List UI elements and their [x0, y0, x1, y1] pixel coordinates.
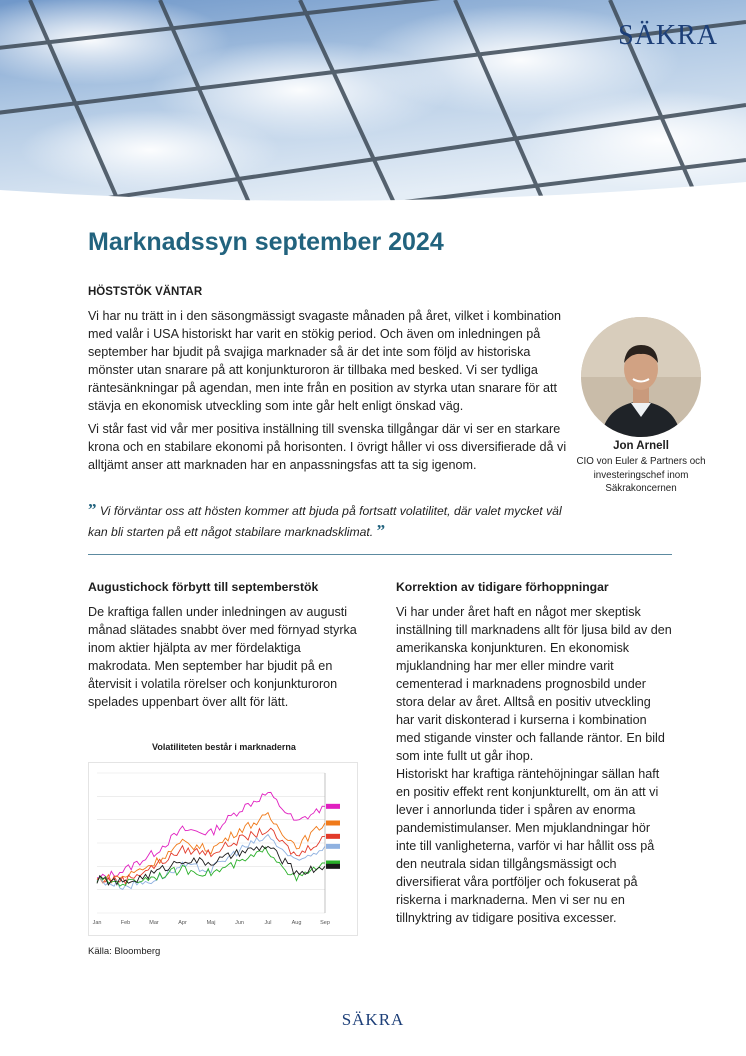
- chart-series-end-marker: [326, 804, 340, 809]
- brand-logo: SÄKRA: [618, 20, 718, 51]
- right-column-paragraph-1: Vi har under året haft en något mer skeptisk inställning till marknadens allt för ljusa bild av den amerikanska konjunkturen. En ekonomisk mjuklandning har mer eller mindre varit cementerad i marknadens prognosbild under stora delar av året. Alltså en positiv utveckling har varit diskonterad i kurserna i kombination med stigande vinster och fallande räntor. En bild som inte fullt ut går ihop.: [396, 605, 672, 763]
- chart-x-tick-label: Sep: [320, 920, 330, 926]
- chart-series-end-marker: [326, 864, 340, 869]
- author-name: Jon Arnell: [613, 440, 669, 452]
- chart-x-tick-label: Jan: [92, 920, 102, 926]
- right-column-heading: Korrektion av tidigare förhoppningar: [396, 580, 609, 594]
- volatility-line-chart: [89, 763, 357, 935]
- chart-title: Volatiliteten består i marknaderna: [152, 742, 296, 752]
- chart-x-tick-label: Jun: [235, 920, 244, 926]
- chart-x-tick-label: Feb: [120, 920, 131, 926]
- intro-paragraph-1: Vi har nu trätt in i den säsongmässigt svagaste månaden på året, vilket i kombination med valår i USA historiskt har varit en stökig period. Och även om inledningen på september har bjudit på svajiga marknader så är det inte som följd av historiska mönster utan snarare på att konjunkturoron är tillbaka med besked. Vi ser tydliga räntesänkningar på agendan, men inte från en position av styrka utan snarare för att stävja en ekonomisk utveckling som inte går helt enligt önskad väg.: [88, 309, 561, 413]
- chart-x-tick-label: Apr: [178, 920, 187, 926]
- chart-series-end-marker: [326, 834, 340, 839]
- quote-text: Vi förväntar oss att hösten kommer att bjuda på fortsatt volatilitet, där valet mycket väl kan bli starten på ett något stabilare marknadsklimat.: [88, 504, 562, 539]
- chart-series-end-marker: [326, 844, 340, 849]
- left-column-text: De kraftiga fallen under inledningen av augusti månad slätades snabbt över med förnyad styrka inom aktier hjälpta av mer fördelaktiga makrodata. Men september har bjudit på en återvisit i volatila rörelser och konjunkturoron spelades uppenbart över allt för lätt.: [88, 605, 357, 709]
- intro-paragraph-2: Vi står fast vid vår mer positiva inställning till svenska tillgångar där vi ser en starkare krona och en stabilare ekonomi på horisonten. I övrigt håller vi oss diversifierade då vi alltjämt anser att marknaden har en anpassningsfas att ta sig igenom.: [88, 422, 567, 472]
- divider: [88, 554, 672, 555]
- section-heading: HÖSTSTÖK VÄNTAR: [88, 286, 203, 298]
- chart-panel: [88, 762, 358, 936]
- pull-quote: [88, 500, 568, 542]
- page-title: Marknadssyn september 2024: [88, 228, 444, 256]
- author-role: CIO von Euler & Partners och investeringschef inom Säkrakoncernen: [576, 456, 706, 494]
- right-column-paragraph-2: Historiskt har kraftiga räntehöjningar sällan haft en positiv effekt rent konjunkturellt, om än att vi lever i annorlunda tider i spåren av enorma pandemistimulanser. Men mjuklandningar hör inte till vanligheterna, varför vi har hållit oss på den neutrala sidan tillgångsmässigt och diversifierat våra portföljer och fokuserat på riskerna i marknaderna. Men vi ser nu en tillnyktring av tidigare positiva excesser.: [396, 767, 660, 925]
- chart-x-tick-label: Aug: [291, 920, 302, 926]
- footer-logo: SÄKRA: [341, 1010, 405, 1029]
- quote-open-mark: ”: [88, 500, 97, 519]
- left-column-heading: Augustichock förbytt till septemberstök: [88, 580, 319, 594]
- chart-source: Källa: Bloomberg: [88, 946, 161, 957]
- quote-close-mark: ”: [376, 521, 386, 540]
- chart-series-line: [97, 792, 325, 879]
- chart-x-tick-label: Jul: [264, 920, 272, 926]
- chart-x-tick-label: Maj: [206, 920, 216, 926]
- chart-series-end-marker: [326, 821, 340, 826]
- author-portrait: [581, 317, 701, 437]
- chart-x-tick-label: Mar: [149, 920, 159, 926]
- chart-series-line: [97, 846, 325, 885]
